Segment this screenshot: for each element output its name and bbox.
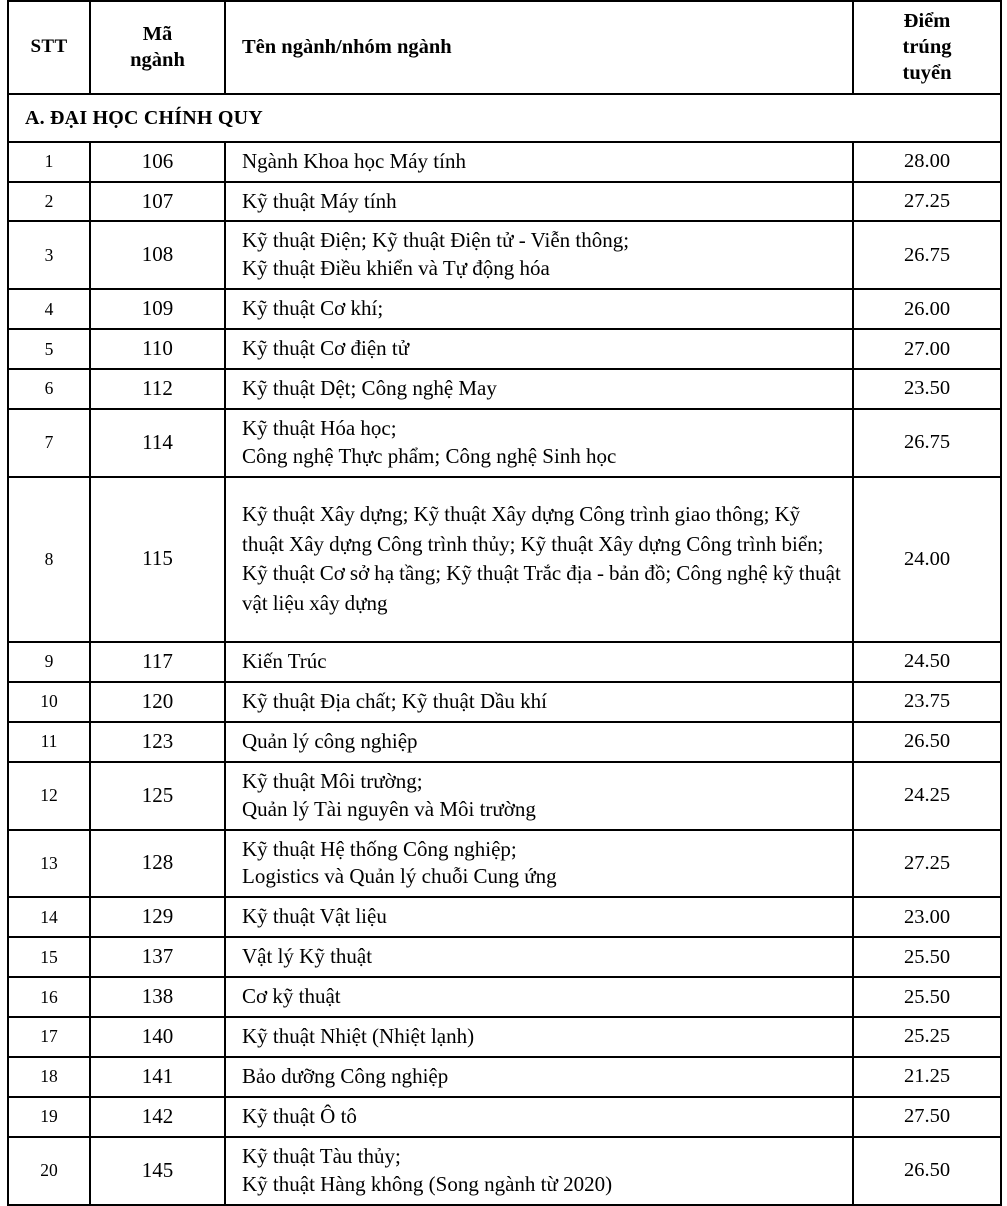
table-row	[8, 830, 1001, 898]
column-header-ma-nganh-line2: ngành	[130, 49, 185, 72]
cell-diem-trung-tuyen: 27.00	[853, 329, 1001, 369]
ten-nganh-line: Kỹ thuật Điều khiển và Tự động hóa	[242, 256, 550, 281]
section-header-row	[8, 94, 1001, 142]
cell-diem-trung-tuyen: 23.75	[853, 682, 1001, 722]
ten-nganh-line: Kiến Trúc	[242, 648, 327, 673]
cell-diem-trung-tuyen: 23.50	[853, 369, 1001, 409]
cell-stt: 7	[8, 409, 90, 477]
cell-ten-nganh	[225, 409, 853, 477]
cell-stt: 13	[8, 830, 90, 898]
ten-nganh-line: Kỹ thuật Hệ thống Công nghiệp;	[242, 836, 517, 861]
column-header-stt	[8, 1, 90, 94]
table-row	[8, 897, 1001, 937]
cell-stt: 12	[8, 762, 90, 830]
cell-diem-trung-tuyen: 25.50	[853, 937, 1001, 977]
ten-nganh-line: Kỹ thuật Ô tô	[242, 1103, 357, 1128]
cell-stt: 8	[8, 477, 90, 642]
cell-ma-nganh: 120	[90, 682, 225, 722]
cell-stt: 4	[8, 289, 90, 329]
column-header-diem-line1: Điểm	[903, 10, 951, 32]
cell-ten-nganh	[225, 937, 853, 977]
cell-stt: 5	[8, 329, 90, 369]
cell-ma-nganh: 142	[90, 1097, 225, 1137]
ten-nganh-line: Kỹ thuật Cơ khí;	[242, 296, 384, 321]
cell-stt: 15	[8, 937, 90, 977]
cell-diem-trung-tuyen: 25.25	[853, 1017, 1001, 1057]
table-row	[8, 1017, 1001, 1057]
cell-stt: 3	[8, 221, 90, 289]
cell-ma-nganh: 123	[90, 722, 225, 762]
cell-ten-nganh	[225, 762, 853, 830]
cell-ten-nganh	[225, 477, 853, 642]
cell-diem-trung-tuyen: 26.50	[853, 1137, 1001, 1205]
ten-nganh-line: Kỹ thuật Nhiệt (Nhiệt lạnh)	[242, 1024, 475, 1049]
section-header-cell	[8, 94, 1001, 142]
cell-ma-nganh: 128	[90, 830, 225, 898]
ten-nganh-line: Kỹ thuật Môi trường;	[242, 768, 423, 793]
cell-diem-trung-tuyen: 24.50	[853, 642, 1001, 682]
cell-ma-nganh: 107	[90, 182, 225, 222]
cell-diem-trung-tuyen: 26.75	[853, 221, 1001, 289]
table-row	[8, 369, 1001, 409]
cell-diem-trung-tuyen: 26.00	[853, 289, 1001, 329]
table-row	[8, 642, 1001, 682]
column-header-ma-nganh-line1: Mã	[142, 23, 173, 46]
column-header-diem-trung-tuyen	[853, 1, 1001, 94]
table-row	[8, 477, 1001, 642]
cell-ten-nganh	[225, 142, 853, 182]
cell-ten-nganh	[225, 1017, 853, 1057]
ten-nganh-line: Kỹ thuật Địa chất; Kỹ thuật Dầu khí	[242, 688, 548, 713]
cell-ma-nganh: 110	[90, 329, 225, 369]
column-header-ten-nganh-label: Tên ngành/nhóm ngành	[242, 36, 452, 59]
cell-diem-trung-tuyen: 23.00	[853, 897, 1001, 937]
section-header-label: A. ĐẠI HỌC CHÍNH QUY	[25, 106, 263, 129]
cell-stt: 11	[8, 722, 90, 762]
table-header	[8, 1, 1001, 94]
cell-ma-nganh: 137	[90, 937, 225, 977]
cell-stt: 10	[8, 682, 90, 722]
cell-ma-nganh: 125	[90, 762, 225, 830]
table-row	[8, 1097, 1001, 1137]
ten-nganh-line: Công nghệ Thực phẩm; Công nghệ Sinh học	[242, 444, 617, 468]
cell-diem-trung-tuyen: 27.25	[853, 830, 1001, 898]
cell-diem-trung-tuyen: 26.75	[853, 409, 1001, 477]
admission-score-table	[7, 0, 1002, 1206]
cell-stt: 17	[8, 1017, 90, 1057]
cell-diem-trung-tuyen: 24.25	[853, 762, 1001, 830]
cell-ten-nganh	[225, 369, 853, 409]
ten-nganh-line: Bảo dưỡng Công nghiệp	[242, 1064, 449, 1089]
cell-diem-trung-tuyen: 21.25	[853, 1057, 1001, 1097]
cell-diem-trung-tuyen: 24.00	[853, 477, 1001, 642]
cell-ma-nganh: 141	[90, 1057, 225, 1097]
cell-ten-nganh	[225, 830, 853, 898]
table-row	[8, 722, 1001, 762]
cell-stt: 19	[8, 1097, 90, 1137]
table-body	[8, 94, 1001, 1205]
cell-stt: 18	[8, 1057, 90, 1097]
ten-nganh-line: Kỹ thuật Tàu thủy;	[242, 1143, 401, 1168]
ten-nganh-line: Vật lý Kỹ thuật	[242, 944, 373, 969]
cell-stt: 9	[8, 642, 90, 682]
cell-ten-nganh	[225, 977, 853, 1017]
table-row	[8, 682, 1001, 722]
cell-ma-nganh: 106	[90, 142, 225, 182]
table-row	[8, 762, 1001, 830]
cell-diem-trung-tuyen: 26.50	[853, 722, 1001, 762]
cell-ma-nganh: 112	[90, 369, 225, 409]
ten-nganh-line: Kỹ thuật Vật liệu	[242, 904, 387, 929]
table-row	[8, 289, 1001, 329]
table-row	[8, 1137, 1001, 1205]
cell-ten-nganh	[225, 1097, 853, 1137]
cell-stt: 1	[8, 142, 90, 182]
ten-nganh-line: Quản lý công nghiệp	[242, 728, 418, 753]
cell-stt: 6	[8, 369, 90, 409]
cell-diem-trung-tuyen: 27.50	[853, 1097, 1001, 1137]
ten-nganh-line: Kỹ thuật Máy tính	[242, 188, 397, 213]
table-row	[8, 182, 1001, 222]
ten-nganh-line: Kỹ thuật Cơ điện tử	[242, 336, 410, 361]
cell-ma-nganh: 108	[90, 221, 225, 289]
table-row	[8, 977, 1001, 1017]
table-row	[8, 221, 1001, 289]
cell-diem-trung-tuyen: 27.25	[853, 182, 1001, 222]
ten-nganh-line: Ngành Khoa học Máy tính	[242, 148, 466, 173]
cell-stt: 16	[8, 977, 90, 1017]
header-row	[8, 1, 1001, 94]
table-row	[8, 329, 1001, 369]
ten-nganh-line: Kỹ thuật Xây dựng; Kỹ thuật Xây dựng Công trình giao thông; Kỹ thuật Xây dựng Công trình thủy; Kỹ thuật Xây dựng Công trình biển; Kỹ thuật Cơ sở hạ tầng; Kỹ thuật Trắc địa - bản đồ; Công nghệ kỹ thuật vật liệu xây dựng	[242, 501, 841, 616]
ten-nganh-line: Logistics và Quản lý chuỗi Cung ứng	[242, 864, 557, 889]
cell-ten-nganh	[225, 221, 853, 289]
cell-ten-nganh	[225, 329, 853, 369]
table-row	[8, 937, 1001, 977]
ten-nganh-line: Cơ kỹ thuật	[242, 984, 341, 1009]
cell-ten-nganh	[225, 897, 853, 937]
column-header-ma-nganh	[90, 1, 225, 94]
ten-nganh-line: Quản lý Tài nguyên và Môi trường	[242, 796, 536, 821]
cell-ten-nganh	[225, 182, 853, 222]
ten-nganh-line: Kỹ thuật Hóa học;	[242, 416, 397, 441]
ten-nganh-line: Kỹ thuật Hàng không (Song ngành từ 2020)	[242, 1171, 613, 1196]
cell-ma-nganh: 140	[90, 1017, 225, 1057]
table-row	[8, 1057, 1001, 1097]
column-header-ten-nganh	[225, 1, 853, 94]
cell-ma-nganh: 145	[90, 1137, 225, 1205]
cell-diem-trung-tuyen: 25.50	[853, 977, 1001, 1017]
cell-ten-nganh	[225, 722, 853, 762]
table-row	[8, 142, 1001, 182]
cell-ma-nganh: 129	[90, 897, 225, 937]
ten-nganh-line: Kỹ thuật Dệt; Công nghệ May	[242, 376, 497, 401]
cell-stt: 2	[8, 182, 90, 222]
cell-ten-nganh	[225, 642, 853, 682]
column-header-diem-line3: tuyển	[902, 62, 952, 85]
cell-ten-nganh	[225, 682, 853, 722]
cell-ma-nganh: 115	[90, 477, 225, 642]
cell-ten-nganh	[225, 289, 853, 329]
ten-nganh-line: Kỹ thuật Điện; Kỹ thuật Điện tử - Viễn thông;	[242, 228, 630, 253]
table-row	[8, 409, 1001, 477]
cell-ma-nganh: 109	[90, 289, 225, 329]
cell-stt: 20	[8, 1137, 90, 1205]
cell-ma-nganh: 117	[90, 642, 225, 682]
cell-ten-nganh	[225, 1137, 853, 1205]
cell-diem-trung-tuyen: 28.00	[853, 142, 1001, 182]
cell-ma-nganh: 114	[90, 409, 225, 477]
column-header-stt-label: STT	[30, 36, 68, 58]
cell-ten-nganh	[225, 1057, 853, 1097]
column-header-diem-line2: trúng	[902, 36, 952, 59]
cell-ma-nganh: 138	[90, 977, 225, 1017]
cell-stt: 14	[8, 897, 90, 937]
